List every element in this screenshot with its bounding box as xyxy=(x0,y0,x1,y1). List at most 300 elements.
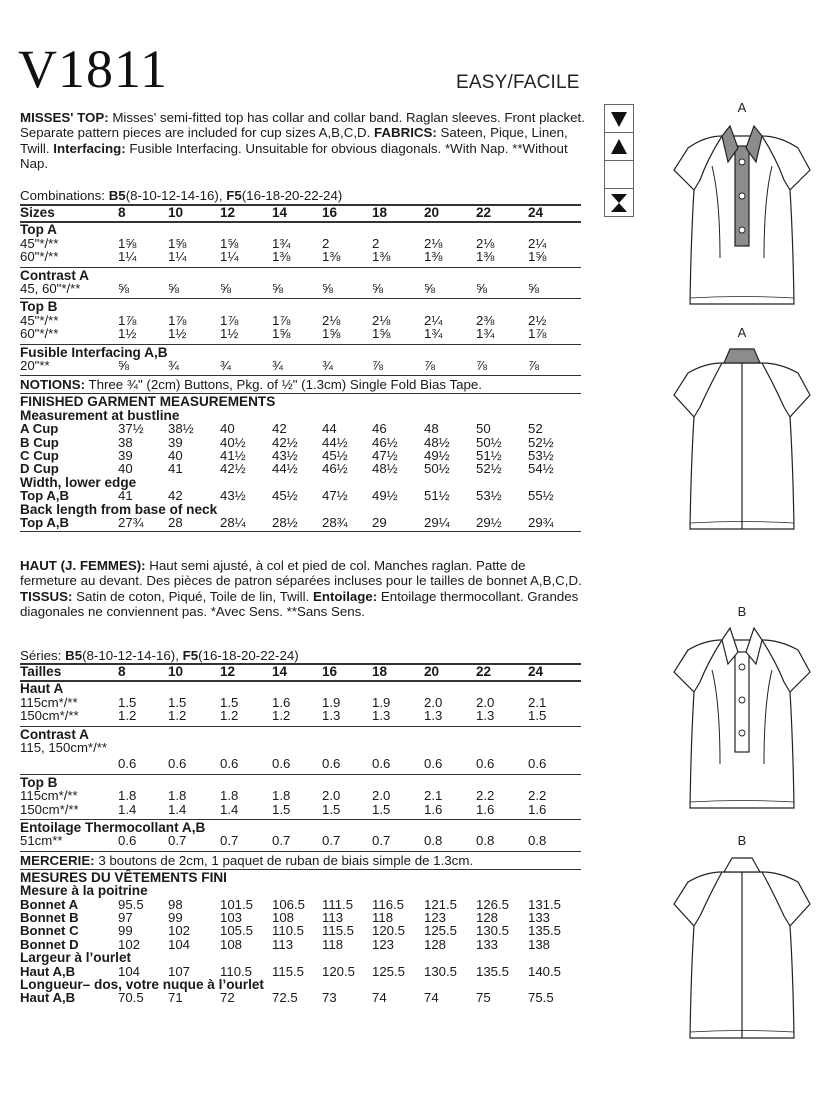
cell-value: 1¼ xyxy=(118,249,137,265)
pattern-number: V1811 xyxy=(18,39,168,99)
cell-value: 44½ xyxy=(272,461,298,477)
cell-value: 1.2 xyxy=(118,708,137,724)
cell-value: 115.5 xyxy=(272,963,305,979)
cell-value: 99 xyxy=(118,923,133,939)
cell-value: 49½ xyxy=(424,448,450,463)
width-row xyxy=(20,489,581,502)
yardage-row xyxy=(20,237,581,250)
cell-value: 1.3 xyxy=(372,708,391,724)
row-label: 20"** xyxy=(20,358,50,373)
row-label: Haut A,B xyxy=(20,990,76,1006)
cell-value: 125.5 xyxy=(424,923,458,939)
cell-value: 0.6 xyxy=(220,756,239,772)
cell-value: 47½ xyxy=(372,448,398,463)
cell-value: 98 xyxy=(168,896,183,912)
cell-value: 0.6 xyxy=(322,756,341,772)
cell-value: 1⅞ xyxy=(168,312,187,328)
cell-value: 72.5 xyxy=(272,990,298,1006)
cell-value: 1¼ xyxy=(168,249,187,265)
cell-value: 2.2 xyxy=(528,788,547,804)
cell-value: 2.0 xyxy=(476,694,495,710)
cell-value: ⅝ xyxy=(118,281,129,296)
bust-row xyxy=(20,938,581,951)
cell-value: 0.8 xyxy=(528,833,547,849)
length-title: Back length from base of neck xyxy=(20,501,218,517)
cell-value: 1⅜ xyxy=(476,249,495,265)
cell-value: 0.6 xyxy=(118,833,137,849)
cell-value: 50½ xyxy=(424,461,450,477)
cell-value: 70.5 xyxy=(118,990,144,1006)
cell-value: 29½ xyxy=(476,515,502,530)
yardage-group-title: Haut A xyxy=(20,681,64,697)
row-label: Bonnet B xyxy=(20,910,79,925)
cell-value: 0.6 xyxy=(424,756,443,772)
size-header: 22 xyxy=(476,664,492,679)
cell-value: 110.5 xyxy=(220,963,253,979)
hourglass-icon xyxy=(605,189,633,216)
cell-value: ⅞ xyxy=(476,358,487,373)
cell-value: 120.5 xyxy=(372,923,406,939)
cell-value: 1⅜ xyxy=(372,249,391,265)
cell-value: 38½ xyxy=(168,421,194,437)
cell-value: 1.5 xyxy=(372,801,391,817)
cell-value: 39 xyxy=(118,448,133,463)
top-b-back-illustration xyxy=(670,852,815,1047)
cell-value: 2⅛ xyxy=(372,312,391,328)
cell-value: 53½ xyxy=(528,448,554,463)
cell-value: ¾ xyxy=(220,358,231,373)
view-label-a-back: A xyxy=(737,325,747,340)
description-lead: HAUT (J. FEMMES): xyxy=(20,558,146,573)
size-header: 12 xyxy=(220,205,236,220)
yardage-group-title: Contrast A xyxy=(20,726,89,742)
cell-value: 95.5 xyxy=(118,896,144,912)
table-rule xyxy=(20,774,581,775)
cell-value: 1½ xyxy=(118,326,137,342)
cell-value: 140.5 xyxy=(528,963,562,979)
cell-value: 1.5 xyxy=(528,708,547,724)
cell-value: 41½ xyxy=(220,448,246,463)
cell-value: 46½ xyxy=(322,461,348,477)
cell-value: 118 xyxy=(372,910,394,925)
cell-value: 53½ xyxy=(476,488,502,504)
cell-value: ⅝ xyxy=(220,281,231,296)
cell-value: 46 xyxy=(372,421,387,437)
length-row xyxy=(20,516,581,529)
cell-value: 1.4 xyxy=(118,801,137,817)
cell-value: 101.5 xyxy=(220,896,254,912)
size-header: 18 xyxy=(372,205,388,220)
yardage-row xyxy=(20,834,581,847)
cell-value: 2½ xyxy=(528,312,547,328)
symbol-legend-box xyxy=(604,104,634,217)
cell-value: 47½ xyxy=(322,488,348,504)
cell-value: 1⅝ xyxy=(168,235,187,251)
cell-value: 2⅛ xyxy=(322,312,341,328)
cell-value: 28¼ xyxy=(220,515,246,530)
english-description: MISSES' TOP: Misses' semi-fitted top has collar and collar band. Raglan sleeves. Front placket. Separate pattern pieces are included for cup sizes A,B,C,D. FABRICS: Sateen, Pique, Linen, Twill. Interfacing: Fusible Interfacing. Unsuitable for obvious diagonals. *With Nap. **Without Nap. xyxy=(20,110,585,171)
top-a-back-illustration xyxy=(670,345,815,540)
cell-value: 40½ xyxy=(220,434,246,450)
size-header: 22 xyxy=(476,205,492,220)
cell-value: 43½ xyxy=(220,488,246,504)
description-lead: MISSES' TOP: xyxy=(20,110,109,125)
cell-value: 1⅞ xyxy=(528,326,547,342)
yardage-row xyxy=(20,709,581,722)
yardage-row xyxy=(20,696,581,709)
difficulty-label: EASY/FACILE xyxy=(456,72,580,93)
cell-value: 2⅜ xyxy=(476,312,495,328)
cell-value: 49½ xyxy=(372,488,398,504)
table-rule xyxy=(20,267,581,268)
row-label: 115cm*/** xyxy=(20,788,78,804)
cell-value: 133 xyxy=(476,936,499,952)
cell-value: 29¾ xyxy=(528,515,554,530)
yardage-group-title: Contrast A xyxy=(20,267,89,283)
cell-value: 113 xyxy=(272,936,294,952)
cell-value: 108 xyxy=(272,910,295,925)
cell-value: 135.5 xyxy=(528,923,562,939)
cell-value: 1.6 xyxy=(272,694,291,710)
bust-measurement-title: Measurement at bustline xyxy=(20,407,180,423)
row-label: Top A,B xyxy=(20,488,70,504)
table-rule xyxy=(20,531,581,532)
sizes-header-row: Tailles 8 10 12 14 16 18 20 22 24 xyxy=(20,664,544,679)
cell-value: 2.1 xyxy=(528,694,547,710)
yardage-row xyxy=(20,282,581,295)
cell-value: 1.5 xyxy=(168,694,187,710)
series-line: Séries: B5(8-10-12-14-16), F5(16-18-20-22-24) xyxy=(20,648,299,663)
length-title: Longueur– dos, votre nuque à l’ourlet xyxy=(20,977,264,992)
row-label: B Cup xyxy=(20,434,59,450)
triangle-down-icon xyxy=(605,105,633,133)
cell-value: 0.6 xyxy=(476,756,495,772)
width-row xyxy=(20,965,581,978)
row-label: C Cup xyxy=(20,448,59,463)
cell-value: 123 xyxy=(424,910,447,925)
cell-value: 0.7 xyxy=(272,833,291,849)
cell-value: 29¼ xyxy=(424,515,450,530)
row-label: 115cm*/** xyxy=(20,694,78,710)
size-header: 14 xyxy=(272,664,288,679)
cell-value: 0.7 xyxy=(220,833,239,849)
size-header: 18 xyxy=(372,664,388,679)
cell-value: ⅞ xyxy=(528,358,539,373)
cell-value: 42 xyxy=(272,421,287,437)
cell-value: 1½ xyxy=(168,326,187,342)
cell-value: 42½ xyxy=(220,461,246,477)
cell-value: 2⅛ xyxy=(476,235,495,251)
cell-value: ⅝ xyxy=(118,358,129,373)
yardage-group-title: Top B xyxy=(20,299,58,315)
yardage-row xyxy=(20,314,581,327)
cell-value: 1.8 xyxy=(220,788,239,804)
size-header: 8 xyxy=(118,205,126,220)
french-description: HAUT (J. FEMMES): Haut semi ajusté, à col et pied de col. Manches raglan. Patte de fermeture au devant. Des pièces de patron séparées incluses pour le tailles de bonnet A,B,C,D. TISSUS: Satin de coton, Piqué, Toile de lin, Twill. Entoilage: Entoilage thermocollant. Grandes diagonales ne conviennent pas. *Avec Sens. **Sans Sens. xyxy=(20,558,582,619)
cell-value: 51½ xyxy=(476,448,502,463)
cell-value: 40 xyxy=(168,448,183,463)
combinations-line: Combinations: B5(8-10-12-14-16), F5(16-18-20-22-24) xyxy=(20,188,343,203)
cell-value: 52½ xyxy=(528,434,554,450)
cell-value: 0.6 xyxy=(528,756,547,772)
row-label: 51cm** xyxy=(20,833,63,849)
row-label: 150cm*/** xyxy=(20,708,79,724)
cell-value: 1.3 xyxy=(424,708,443,724)
cell-value: 1.6 xyxy=(476,801,495,817)
cell-value: 97 xyxy=(118,910,133,925)
row-label: D Cup xyxy=(20,461,59,477)
cell-value: 75.5 xyxy=(528,990,554,1006)
cell-value: 1.3 xyxy=(322,708,341,724)
cell-value: 1⅞ xyxy=(118,312,137,328)
cell-value: 52 xyxy=(528,421,543,437)
cell-value: 102 xyxy=(168,923,191,939)
cell-value: ⅞ xyxy=(372,358,383,373)
cell-value: 28½ xyxy=(272,515,298,530)
finished-measurements-title: FINISHED GARMENT MEASUREMENTS xyxy=(20,394,276,410)
cell-value: 106.5 xyxy=(272,896,306,912)
bust-row xyxy=(20,924,581,937)
cell-value: 2.0 xyxy=(424,694,443,710)
view-label-b-front: B xyxy=(737,604,747,619)
cell-value: 1¾ xyxy=(424,326,443,342)
cell-value: 37½ xyxy=(118,421,144,437)
cell-value: ¾ xyxy=(322,358,333,373)
cell-value: 2.0 xyxy=(322,788,341,804)
cell-value: 28 xyxy=(168,515,183,530)
cell-value: 118 xyxy=(322,936,344,952)
cell-value: 1.4 xyxy=(220,801,239,817)
size-header: 20 xyxy=(424,664,440,679)
cell-value: 72 xyxy=(220,990,235,1006)
cell-value: 39 xyxy=(168,434,183,450)
cell-value: 27¾ xyxy=(118,515,144,530)
view-label-b-back: B xyxy=(737,833,747,848)
cell-value: 108 xyxy=(220,936,243,952)
cell-value: 74 xyxy=(424,990,439,1006)
cell-value: 50½ xyxy=(476,434,502,450)
yardage-group-title: Top A xyxy=(20,222,57,238)
cell-value: 1⅝ xyxy=(220,235,239,251)
cell-value: ⅝ xyxy=(528,281,539,296)
cell-value: 46½ xyxy=(372,434,398,450)
bust-row xyxy=(20,462,581,475)
cell-value: 1½ xyxy=(220,326,239,342)
fabrics-label: TISSUS: xyxy=(20,588,73,604)
cell-value: 1⅜ xyxy=(424,249,443,265)
cell-value: 111.5 xyxy=(322,896,354,912)
cell-value: 133 xyxy=(528,910,551,925)
cell-value: 0.6 xyxy=(118,756,137,772)
finished-measurements-title: MESURES DU VÊTEMENTS FINI xyxy=(20,869,227,885)
cell-value: 1¾ xyxy=(476,326,495,342)
cell-value: 99 xyxy=(168,910,183,925)
cell-value: 130.5 xyxy=(476,923,510,939)
cell-value: 107 xyxy=(168,963,191,979)
bust-row xyxy=(20,422,581,435)
cell-value: 2 xyxy=(372,235,380,251)
cell-value: 1⅝ xyxy=(322,326,341,342)
cell-value: 48 xyxy=(424,421,439,437)
cell-value: 0.7 xyxy=(322,833,341,849)
table-rule xyxy=(20,375,581,376)
cell-value: 45½ xyxy=(322,448,348,463)
cell-value: 75 xyxy=(476,990,491,1006)
yardage-row xyxy=(20,250,581,263)
cell-value: 2.0 xyxy=(372,788,391,804)
row-label: 60"*/** xyxy=(20,326,59,342)
cell-value: 0.6 xyxy=(168,756,187,772)
cell-value: 116.5 xyxy=(372,896,405,912)
cell-value: 2.2 xyxy=(476,788,495,804)
cell-value: 54½ xyxy=(528,461,554,477)
width-title: Largeur à l’ourlet xyxy=(20,950,132,966)
size-header: 24 xyxy=(528,664,544,679)
row-label: Haut A,B xyxy=(20,963,76,979)
cell-value: 1⅝ xyxy=(372,326,391,342)
row-label: Top A,B xyxy=(20,515,70,530)
cell-value: 2¼ xyxy=(528,235,547,251)
width-title: Width, lower edge xyxy=(20,474,137,490)
yardage-row xyxy=(20,359,581,372)
cell-value: 73 xyxy=(322,990,337,1006)
cell-value: 0.8 xyxy=(424,833,443,849)
size-header: 16 xyxy=(322,205,338,220)
triangle-up-icon xyxy=(605,133,633,161)
cell-value: ⅝ xyxy=(476,281,487,296)
size-header: 8 xyxy=(118,664,126,679)
cell-value: 104 xyxy=(118,963,141,979)
cell-value: 44 xyxy=(322,421,337,437)
cell-value: 1⅞ xyxy=(220,312,239,328)
cell-value: 138 xyxy=(528,936,551,952)
yardage-group-title: Entoilage Thermocollant A,B xyxy=(20,820,206,835)
cell-value: 102 xyxy=(118,936,141,952)
view-label-a-front: A xyxy=(737,100,747,115)
bust-row xyxy=(20,911,581,924)
cell-value: ⅝ xyxy=(424,281,435,296)
cell-value: 123 xyxy=(372,936,395,952)
sizes-header-row: Sizes 8 10 12 14 16 18 20 22 24 xyxy=(20,205,544,220)
notions-line: NOTIONS: Three ¾" (2cm) Buttons, Pkg. of ½" (1.3cm) Single Fold Bias Tape. xyxy=(20,377,482,393)
cell-value: 128 xyxy=(424,936,447,952)
row-label: A Cup xyxy=(20,421,59,437)
cell-value: 0.7 xyxy=(168,833,187,849)
yardage-row xyxy=(20,789,581,802)
yardage-row xyxy=(20,757,581,770)
cell-value: 1.5 xyxy=(220,694,239,710)
bust-row xyxy=(20,436,581,449)
cell-value: 42 xyxy=(168,488,183,504)
row-label: 45"*/** xyxy=(20,312,59,328)
cell-value: 1⅞ xyxy=(272,312,291,328)
cell-value: 1¾ xyxy=(272,235,291,251)
cell-value: 115.5 xyxy=(322,923,355,939)
interfacing-label: Interfacing: xyxy=(53,140,126,156)
cell-value: 42½ xyxy=(272,434,298,450)
cell-value: 1⅝ xyxy=(528,249,547,265)
cell-value: 41 xyxy=(118,488,133,504)
interfacing-label: Entoilage: xyxy=(312,588,378,604)
cell-value: 50 xyxy=(476,421,491,437)
cell-value: 113 xyxy=(322,910,344,925)
cell-value: 125.5 xyxy=(372,963,406,979)
yardage-row xyxy=(20,327,581,340)
cell-value: 1.8 xyxy=(168,788,187,804)
cell-value: 103 xyxy=(220,910,243,925)
size-header: 12 xyxy=(220,664,236,679)
cell-value: 43½ xyxy=(272,448,298,463)
cell-value: 121.5 xyxy=(424,896,458,912)
fabrics-label: FABRICS: xyxy=(374,125,437,141)
cell-value: ⅞ xyxy=(424,358,435,373)
cell-value: 1⅝ xyxy=(272,326,291,342)
cell-value: 1.2 xyxy=(272,708,291,724)
length-row xyxy=(20,991,581,1004)
cell-value: 135.5 xyxy=(476,963,510,979)
cell-value: 0.6 xyxy=(272,756,291,772)
cell-value: ⅝ xyxy=(372,281,383,296)
row-label: 45"*/** xyxy=(20,235,59,251)
cell-value: 44½ xyxy=(322,434,348,450)
bust-measurement-title: Mesure à la poitrine xyxy=(20,883,148,899)
yardage-group-title: Fusible Interfacing A,B xyxy=(20,344,168,360)
size-header: 14 xyxy=(272,205,288,220)
cell-value: 48½ xyxy=(424,434,450,450)
cell-value: 126.5 xyxy=(476,896,510,912)
cell-value: 1.6 xyxy=(424,801,443,817)
cell-value: 0.6 xyxy=(372,756,391,772)
table-rule xyxy=(20,851,581,852)
cell-value: 105.5 xyxy=(220,923,254,939)
cell-value: 120.5 xyxy=(322,963,356,979)
cell-value: 28¾ xyxy=(322,515,348,530)
table-rule xyxy=(20,726,581,727)
cell-value: 51½ xyxy=(424,488,450,504)
cell-value: 131.5 xyxy=(528,896,562,912)
cell-value: 1.5 xyxy=(272,801,291,817)
row-label: 45, 60"*/** xyxy=(20,281,81,296)
cell-value: 1⅜ xyxy=(272,249,291,265)
cell-value: 1.9 xyxy=(372,694,391,710)
cell-value: 38 xyxy=(118,434,133,450)
cell-value: 104 xyxy=(168,936,191,952)
cell-value: 1.6 xyxy=(528,801,547,817)
top-a-front-illustration xyxy=(670,118,815,313)
size-header: 10 xyxy=(168,205,184,220)
cell-value: 1.3 xyxy=(476,708,495,724)
row-label: Bonnet D xyxy=(20,936,79,952)
blank-symbol xyxy=(605,161,633,189)
cell-value: 1.8 xyxy=(118,788,137,804)
cell-value: 2⅛ xyxy=(424,235,443,251)
cell-value: ⅝ xyxy=(272,281,283,296)
cell-value: 40 xyxy=(220,421,235,437)
cell-value: ¾ xyxy=(168,358,179,373)
cell-value: 2.1 xyxy=(424,788,443,804)
cell-value: ⅝ xyxy=(168,281,179,296)
cell-value: 48½ xyxy=(372,461,398,477)
cell-value: 1.4 xyxy=(168,801,187,817)
cell-value: 1.5 xyxy=(322,801,341,817)
size-header: 20 xyxy=(424,205,440,220)
bust-row xyxy=(20,898,581,911)
cell-value: 110.5 xyxy=(272,923,305,939)
cell-value: 41 xyxy=(168,461,183,477)
size-header: 10 xyxy=(168,664,184,679)
cell-value: 71 xyxy=(168,990,183,1006)
row-label: Bonnet C xyxy=(20,923,79,939)
